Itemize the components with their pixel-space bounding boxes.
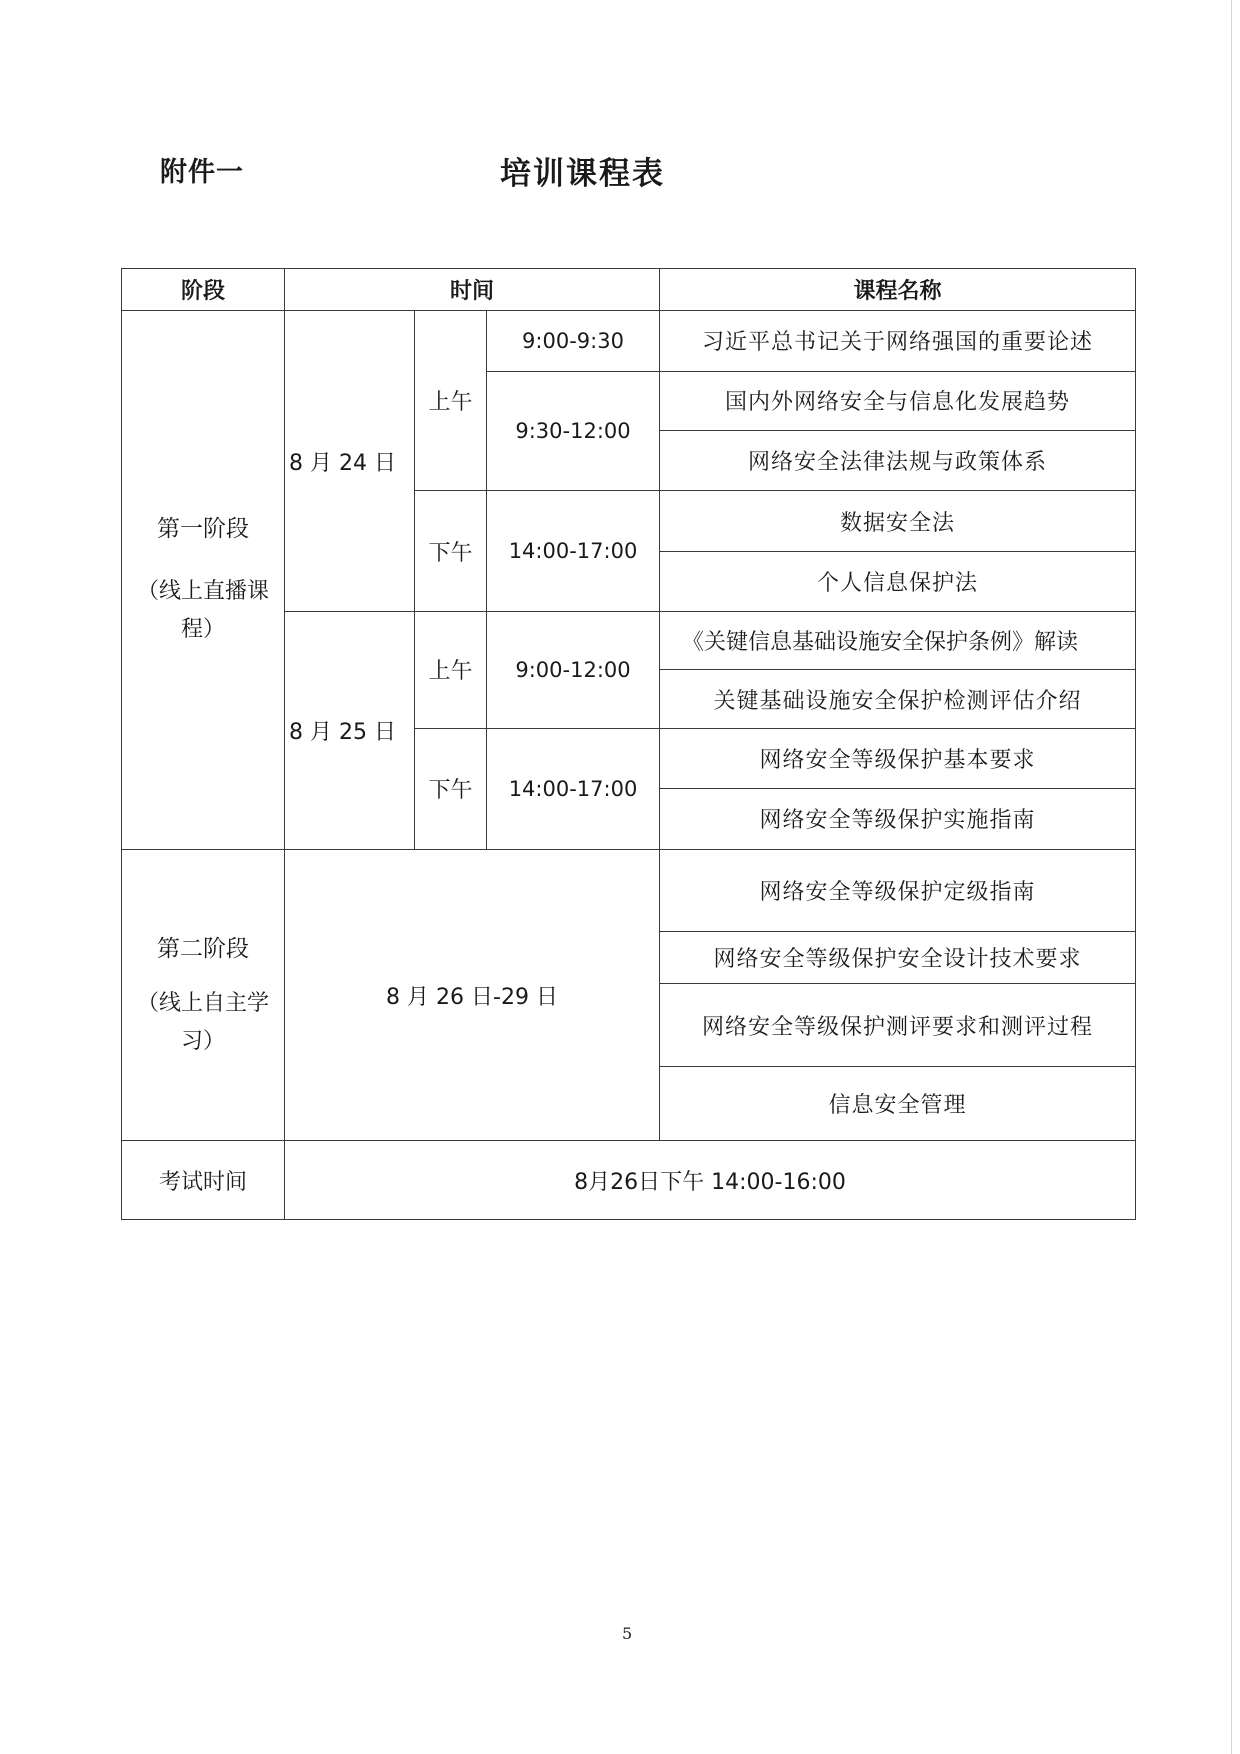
day2-pm-label: 下午 bbox=[415, 728, 487, 849]
schedule-table bbox=[121, 268, 1136, 1220]
day2-am-label: 上午 bbox=[415, 612, 487, 729]
table-row bbox=[122, 849, 1136, 932]
phase2-dates: 8 月 26 日-29 日 bbox=[285, 849, 660, 1141]
document-title: 培训课程表 bbox=[500, 156, 665, 192]
day1-am-slot1-time: 9:00-9:30 bbox=[487, 311, 660, 371]
phase2-note: （线上自主学习） bbox=[136, 990, 269, 1054]
table-row bbox=[122, 311, 1136, 371]
header-phase: 阶段 bbox=[122, 269, 285, 311]
day1-am-label: 上午 bbox=[415, 311, 487, 491]
phase2-course-2: 网络安全等级保护安全设计技术要求 bbox=[660, 932, 1136, 984]
phase2-course-4: 信息安全管理 bbox=[660, 1066, 1136, 1140]
day2-pm-time: 14:00-17:00 bbox=[487, 728, 660, 849]
day1-pm-label: 下午 bbox=[415, 491, 487, 612]
day1-pm-course1: 数据安全法 bbox=[660, 491, 1136, 551]
day2-pm-course2: 网络安全等级保护实施指南 bbox=[660, 789, 1136, 849]
exam-row bbox=[122, 1141, 1136, 1220]
day2-am-course2: 关键基础设施安全保护检测评估介绍 bbox=[660, 670, 1136, 728]
day1-am-slot2-time: 9:30-12:00 bbox=[487, 371, 660, 491]
attachment-label: 附件一 bbox=[160, 157, 244, 188]
header-time: 时间 bbox=[285, 269, 660, 311]
phase2-cell bbox=[122, 849, 285, 1141]
day2-am-course1: 《关键信息基础设施安全保护条例》解读 bbox=[660, 612, 1136, 670]
phase2-course-3: 网络安全等级保护测评要求和测评过程 bbox=[660, 984, 1136, 1067]
day1-am-slot1-course: 习近平总书记关于网络强国的重要论述 bbox=[660, 311, 1136, 371]
day1-date: 8 月 24 日 bbox=[285, 311, 415, 612]
phase1-name: 第一阶段 bbox=[157, 516, 249, 543]
phase2-course-1: 网络安全等级保护定级指南 bbox=[660, 849, 1136, 932]
page-number: 5 bbox=[622, 1624, 633, 1643]
exam-label: 考试时间 bbox=[122, 1141, 285, 1220]
day2-pm-course1: 网络安全等级保护基本要求 bbox=[660, 728, 1136, 788]
phase1-note: （线上直播课程） bbox=[136, 579, 269, 643]
header-row bbox=[122, 269, 1136, 311]
day1-am-slot2-course1: 国内外网络安全与信息化发展趋势 bbox=[660, 371, 1136, 430]
day1-pm-course2: 个人信息保护法 bbox=[660, 551, 1136, 611]
day1-pm-time: 14:00-17:00 bbox=[487, 491, 660, 612]
exam-time: 8月26日下午 14:00-16:00 bbox=[285, 1141, 1136, 1220]
day1-am-slot2-course2: 网络安全法律法规与政策体系 bbox=[660, 431, 1136, 491]
phase1-cell bbox=[122, 311, 285, 849]
phase2-name: 第二阶段 bbox=[157, 935, 249, 962]
header-course: 课程名称 bbox=[660, 269, 1136, 311]
page-edge bbox=[1231, 0, 1232, 1754]
day2-date: 8 月 25 日 bbox=[285, 612, 415, 849]
day2-am-time: 9:00-12:00 bbox=[487, 612, 660, 729]
